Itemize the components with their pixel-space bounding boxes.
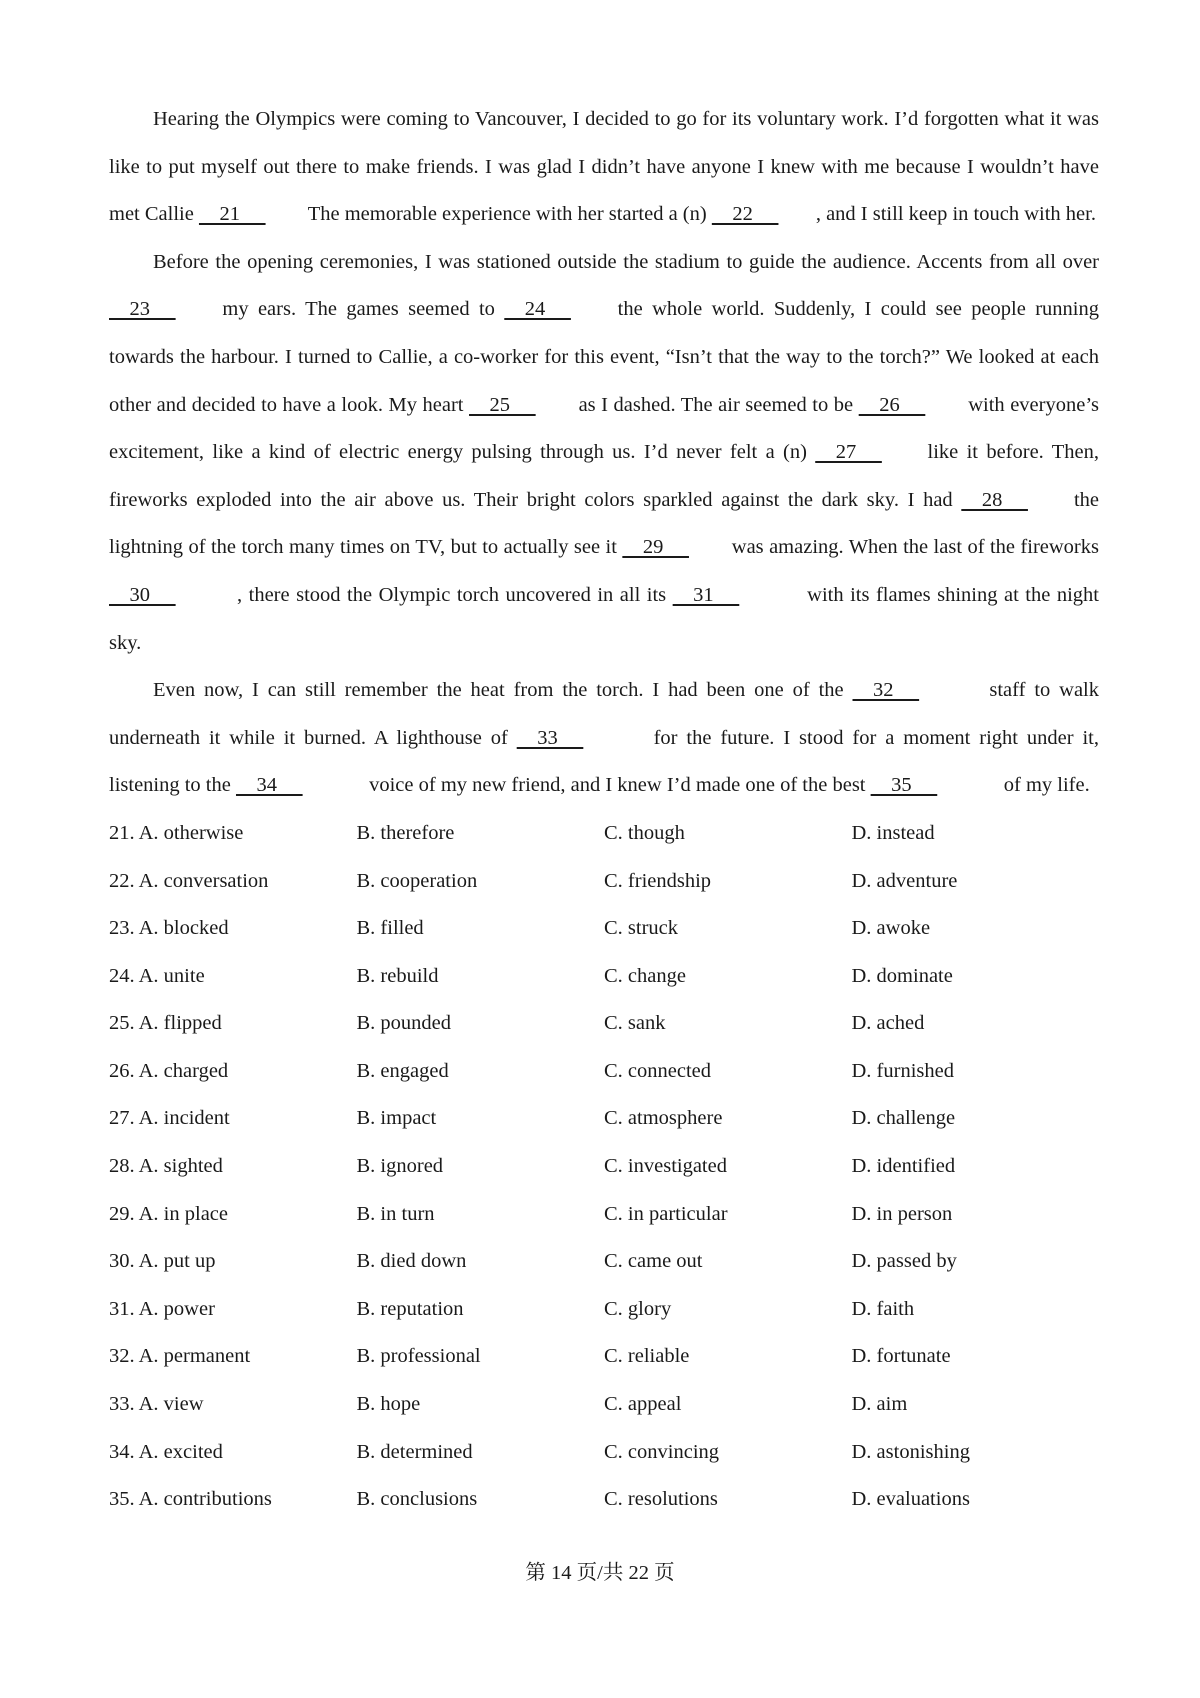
option-d[interactable]	[852, 905, 1100, 953]
option-label: B. cooperation	[356, 869, 478, 892]
option-label: B. ignored	[356, 1155, 444, 1178]
option-label: B. impact	[356, 1107, 437, 1130]
option-label: D. aim	[851, 1393, 908, 1416]
option-label: B. filled	[356, 917, 424, 940]
question-row-25	[109, 1000, 1099, 1048]
option-label: B. rebuild	[356, 964, 439, 987]
option-d[interactable]	[852, 1095, 1100, 1143]
question-row-21	[109, 810, 1099, 858]
option-label: A. sighted	[138, 1155, 223, 1178]
option-d[interactable]	[852, 858, 1100, 906]
option-c[interactable]	[604, 1286, 852, 1334]
option-b[interactable]	[357, 1095, 605, 1143]
question-row-28	[109, 1143, 1099, 1191]
option-c[interactable]	[604, 1238, 852, 1286]
option-b[interactable]	[357, 905, 605, 953]
option-label: D. in person	[851, 1202, 953, 1225]
option-c[interactable]	[604, 1143, 852, 1191]
option-label: C. connected	[604, 1059, 712, 1082]
option-a[interactable]	[109, 1238, 357, 1286]
option-label: A. power	[138, 1297, 215, 1320]
option-b[interactable]	[357, 1048, 605, 1096]
passage-text: for the future. I stood for a moment right under it, listening to the	[109, 726, 1099, 797]
option-d[interactable]	[852, 1238, 1100, 1286]
option-a[interactable]	[109, 905, 357, 953]
option-label: B. pounded	[356, 1012, 452, 1035]
option-label: D. instead	[851, 821, 935, 844]
blank-23[interactable]: 23	[109, 298, 176, 321]
option-c[interactable]	[604, 1333, 852, 1381]
option-label: B. conclusions	[356, 1488, 478, 1511]
option-b[interactable]	[357, 1381, 605, 1429]
option-d[interactable]	[852, 1286, 1100, 1334]
option-label: D. adventure	[851, 869, 958, 892]
option-label: C. investigated	[604, 1155, 727, 1178]
option-label: C. change	[604, 964, 686, 987]
option-a[interactable]	[109, 953, 357, 1001]
question-row-23	[109, 905, 1099, 953]
passage-paragraph	[109, 96, 1099, 239]
option-label: A. view	[138, 1393, 204, 1416]
option-label: B. determined	[356, 1440, 473, 1463]
question-number: 33.	[109, 1393, 135, 1416]
option-a[interactable]	[109, 858, 357, 906]
option-label: C. came out	[604, 1250, 703, 1273]
question-row-32	[109, 1333, 1099, 1381]
option-label: B. professional	[356, 1345, 481, 1368]
question-number: 22.	[109, 869, 135, 892]
option-c[interactable]	[604, 905, 852, 953]
passage-text: voice of my new friend, and I knew I’d made one of the best	[363, 774, 871, 797]
option-label: A. contributions	[138, 1488, 272, 1511]
option-label: C. glory	[604, 1297, 672, 1320]
option-label: C. convincing	[604, 1440, 720, 1463]
blank-21[interactable]: 21	[198, 203, 266, 226]
passage-text: my ears. The games seemed to	[213, 298, 505, 321]
option-c[interactable]	[604, 1000, 852, 1048]
option-b[interactable]	[357, 1191, 605, 1239]
option-label: A. unite	[138, 964, 205, 987]
question-row-35	[109, 1476, 1099, 1524]
blank-35[interactable]: 35	[870, 774, 938, 797]
exam-page	[109, 96, 1099, 1524]
option-a[interactable]	[109, 1286, 357, 1334]
option-label: D. passed by	[851, 1250, 957, 1273]
option-b[interactable]	[357, 1143, 605, 1191]
passage-text: the whole world. Suddenly, I could see people running towards the harbour. I turned to Callie, a co-worker for this event, “Isn’t that the way to the torch?” We looked at each other and decided to have a look. My heart	[109, 298, 1099, 416]
question-number: 34.	[109, 1440, 135, 1463]
option-a[interactable]	[109, 810, 357, 858]
option-d[interactable]	[852, 953, 1100, 1001]
option-label: C. struck	[604, 917, 679, 940]
question-row-30	[109, 1238, 1099, 1286]
option-a[interactable]	[109, 1191, 357, 1239]
option-d[interactable]	[852, 1143, 1100, 1191]
option-label: B. died down	[356, 1250, 467, 1273]
blank-24[interactable]: 24	[504, 298, 571, 321]
option-label: D. furnished	[851, 1059, 954, 1082]
option-label: D. awoke	[851, 917, 931, 940]
option-c[interactable]	[604, 1191, 852, 1239]
option-c[interactable]	[604, 810, 852, 858]
question-number: 32.	[109, 1345, 135, 1368]
blank-31[interactable]: 31	[672, 583, 740, 606]
option-label: D. faith	[851, 1297, 915, 1320]
option-label: A. blocked	[138, 917, 229, 940]
blank-26[interactable]: 26	[858, 393, 926, 416]
option-label: C. atmosphere	[604, 1107, 723, 1130]
passage-text: Hearing the Olympics were coming to Vancouver, I decided to go for its voluntary work. I’d forgotten what it was like to put myself out there to make friends. I was glad I didn’t have anyone I knew with me because I wouldn’t have met Callie	[109, 108, 1099, 226]
passage-text: like it before. Then, fireworks exploded into the air above us. Their bright colors sparkled against the dark sky. I had	[109, 441, 1099, 511]
blank-30[interactable]: 30	[109, 583, 176, 606]
blank-28[interactable]: 28	[961, 488, 1028, 511]
option-label: B. therefore	[356, 821, 455, 844]
option-b[interactable]	[357, 1476, 605, 1524]
passage-text: was amazing. When the last of the fireworks	[726, 536, 1099, 559]
passage-text: , there stood the Olympic torch uncovered in all its	[237, 583, 673, 606]
question-number: 28.	[109, 1155, 135, 1178]
passage-paragraph	[109, 667, 1099, 810]
passage-text: with its flames shining at the night sky.	[109, 583, 1099, 654]
option-label: C. friendship	[604, 869, 712, 892]
passage-text: Even now, I can still remember the heat from the torch. I had been one of the	[153, 679, 853, 702]
option-label: A. excited	[138, 1440, 223, 1463]
option-b[interactable]	[357, 1000, 605, 1048]
option-c[interactable]	[604, 1048, 852, 1096]
option-c[interactable]	[604, 953, 852, 1001]
option-d[interactable]	[852, 1476, 1100, 1524]
option-b[interactable]	[357, 1238, 605, 1286]
option-label: C. resolutions	[604, 1488, 718, 1511]
option-b[interactable]	[357, 858, 605, 906]
question-number: 26.	[109, 1059, 135, 1082]
option-d[interactable]	[852, 810, 1100, 858]
question-number: 27.	[109, 1107, 135, 1130]
option-b[interactable]	[357, 953, 605, 1001]
option-d[interactable]	[852, 1429, 1100, 1477]
option-label: D. dominate	[851, 964, 953, 987]
option-d[interactable]	[852, 1333, 1100, 1381]
passage-text: as I dashed. The air seemed to be	[573, 393, 859, 416]
option-a[interactable]	[109, 1333, 357, 1381]
blank-33[interactable]: 33	[516, 726, 584, 749]
option-label: A. flipped	[138, 1012, 222, 1035]
page-number: 第 14 页/共 22 页	[525, 1562, 675, 1584]
option-label: A. conversation	[138, 869, 269, 892]
question-number: 31.	[109, 1297, 135, 1320]
option-a[interactable]	[109, 1048, 357, 1096]
question-number: 23.	[109, 917, 135, 940]
option-label: C. reliable	[604, 1345, 690, 1368]
option-d[interactable]	[852, 1000, 1100, 1048]
option-label: A. charged	[138, 1059, 229, 1082]
option-a[interactable]	[109, 1095, 357, 1143]
option-b[interactable]	[357, 1429, 605, 1477]
question-row-33	[109, 1381, 1099, 1429]
passage-text: of my life.	[998, 774, 1090, 797]
question-row-31	[109, 1286, 1099, 1334]
option-a[interactable]	[109, 1381, 357, 1429]
cloze-passage	[109, 96, 1099, 810]
option-a[interactable]	[109, 1000, 357, 1048]
question-number: 21.	[109, 821, 135, 844]
passage-text: with everyone’s excitement, like a kind of electric energy pulsing through us. I’d never felt a (n)	[109, 393, 1099, 464]
blank-32[interactable]: 32	[852, 679, 920, 702]
option-label: D. identified	[851, 1155, 956, 1178]
option-a[interactable]	[109, 1429, 357, 1477]
option-label: D. evaluations	[851, 1488, 970, 1511]
option-b[interactable]	[357, 1333, 605, 1381]
option-label: A. incident	[138, 1107, 230, 1130]
passage-paragraph	[109, 239, 1099, 667]
blank-25[interactable]: 25	[469, 393, 536, 416]
option-label: B. hope	[356, 1393, 421, 1416]
blank-29[interactable]: 29	[622, 536, 689, 559]
option-b[interactable]	[357, 1286, 605, 1334]
option-c[interactable]	[604, 1476, 852, 1524]
option-a[interactable]	[109, 1143, 357, 1191]
option-label: D. challenge	[851, 1107, 956, 1130]
option-a[interactable]	[109, 1476, 357, 1524]
question-row-29	[109, 1191, 1099, 1239]
question-row-26	[109, 1048, 1099, 1096]
option-d[interactable]	[852, 1191, 1100, 1239]
option-c[interactable]	[604, 1095, 852, 1143]
option-c[interactable]	[604, 858, 852, 906]
question-row-34	[109, 1429, 1099, 1477]
blank-34[interactable]: 34	[235, 774, 303, 797]
question-number: 29.	[109, 1202, 135, 1225]
option-label: D. fortunate	[851, 1345, 951, 1368]
answer-options	[109, 810, 1099, 1524]
blank-22[interactable]: 22	[711, 203, 779, 226]
question-number: 25.	[109, 1012, 135, 1035]
passage-text: the lightning of the torch many times on TV, but to actually see it	[109, 488, 1100, 559]
option-label: A. in place	[138, 1202, 228, 1225]
passage-text: staff to walk underneath it while it burned. A lighthouse of	[109, 679, 1099, 749]
question-number: 24.	[109, 964, 135, 987]
passage-text: , and I still keep in touch with her.	[815, 203, 1096, 226]
option-label: A. otherwise	[138, 821, 244, 844]
option-label: A. put up	[138, 1250, 216, 1273]
option-label: D. astonishing	[851, 1440, 970, 1463]
option-label: C. in particular	[604, 1202, 728, 1225]
option-b[interactable]	[357, 810, 605, 858]
blank-27[interactable]: 27	[815, 441, 882, 464]
option-label: B. engaged	[356, 1059, 449, 1082]
option-label: C. sank	[604, 1012, 666, 1035]
passage-text: Before the opening ceremonies, I was stationed outside the stadium to guide the audience. Accents from all over	[153, 250, 1099, 273]
option-label: D. ached	[851, 1012, 925, 1035]
question-row-22	[109, 858, 1099, 906]
question-number: 35.	[109, 1488, 135, 1511]
option-c[interactable]	[604, 1381, 852, 1429]
question-row-24	[109, 953, 1099, 1001]
option-label: A. permanent	[138, 1345, 251, 1368]
option-label: B. in turn	[356, 1202, 435, 1225]
option-c[interactable]	[604, 1429, 852, 1477]
question-row-27	[109, 1095, 1099, 1143]
option-label: C. appeal	[604, 1393, 682, 1416]
question-number: 30.	[109, 1250, 135, 1273]
option-label: B. reputation	[356, 1297, 464, 1320]
option-d[interactable]	[852, 1048, 1100, 1096]
option-d[interactable]	[852, 1381, 1100, 1429]
passage-text: The memorable experience with her started a (n)	[302, 203, 712, 226]
option-label: C. though	[604, 821, 685, 844]
